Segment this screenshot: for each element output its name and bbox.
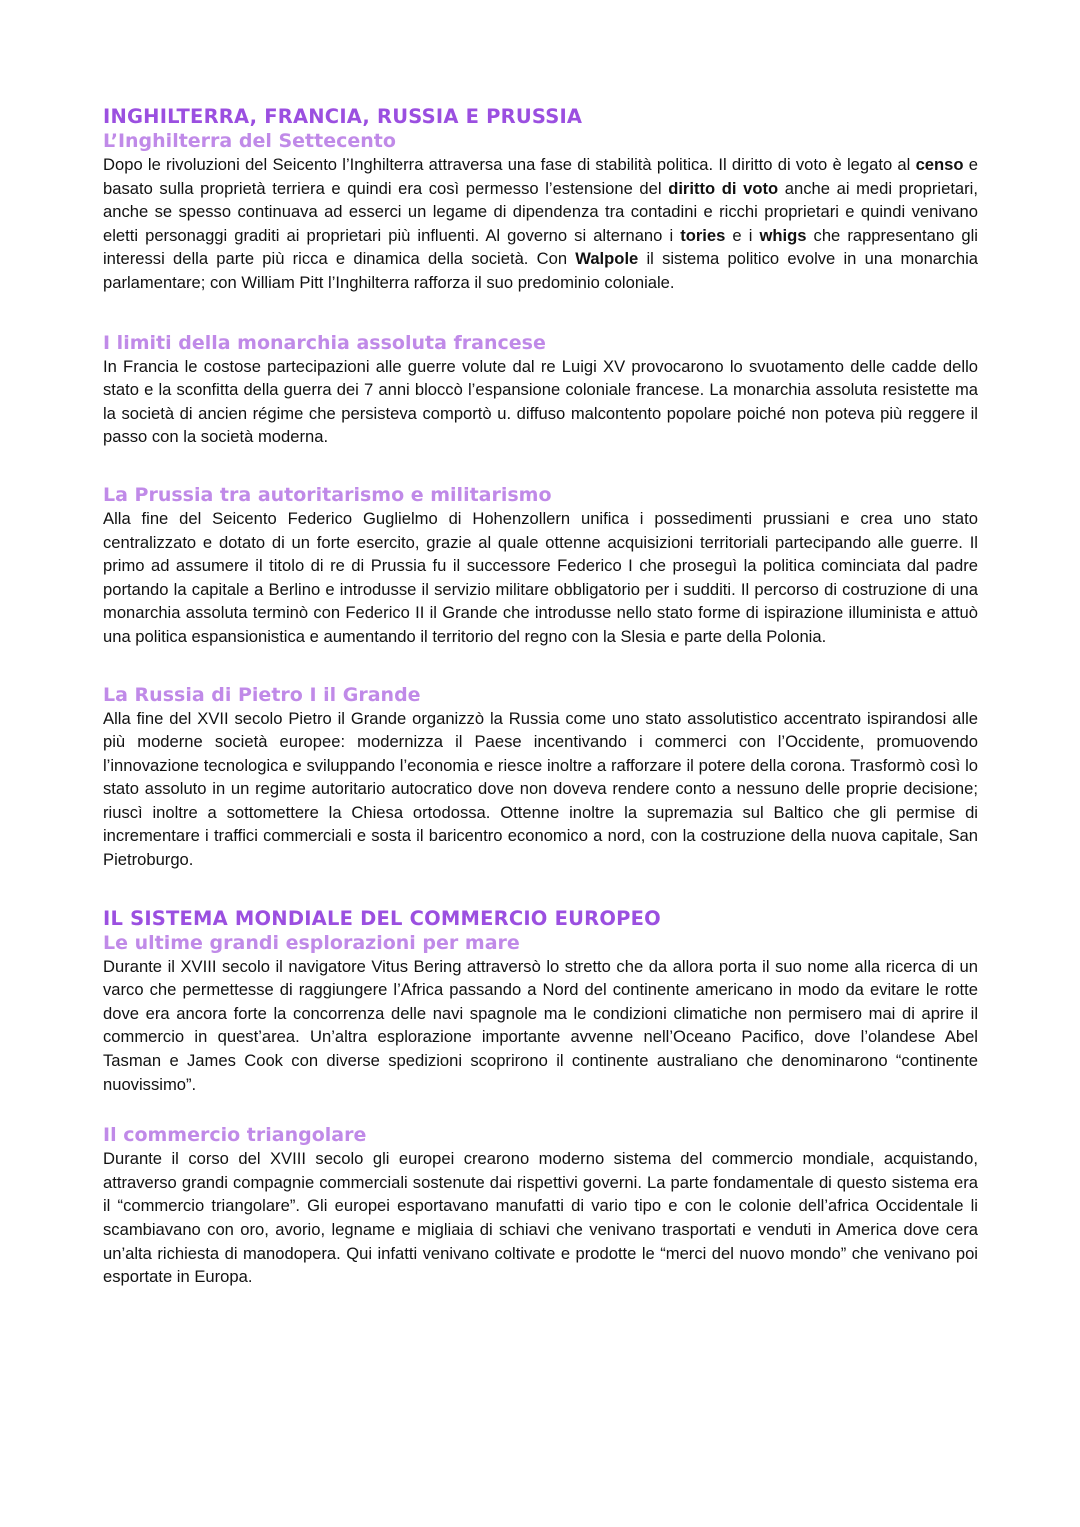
bold-term: Walpole <box>575 249 639 269</box>
subsection-heading: La Prussia tra autoritarismo e militarismo <box>103 483 552 506</box>
paragraph: In Francia le costose partecipazioni alle guerre volute dal re Luigi XV provocarono lo svuotamento delle cadde dello stato e la sconfitta della guerra dei 7 anni bloccò l’espansione coloniale francese. La monarchia assoluta resistette ma la società di ancien régime che persisteva comportò u. diffuso malcontento popolare poiché non poteva più reggere il passo con la società moderna. <box>103 356 978 447</box>
subsection-heading: Il commercio triangolare <box>103 1124 367 1147</box>
section-title: IL SISTEMA MONDIALE DEL COMMERCIO EUROPEO <box>103 906 661 930</box>
paragraph: Alla fine del Seicento Federico Guglielmo di Hohenzollern unifica i possedimenti prussiani e crea uno stato centralizzato e dotato di un forte esercito, grazie al quale ottenne acquisizioni territoriali partecipando alle guerre. Il primo ad assumere il titolo di re di Prussia fu il successore Federico I che proseguì la politica cominciata dal padre portando la capitale a Berlino e introdusse il servizio militare obbligatorio per i sudditi. Il percorso di costruzione di una monarchia assoluta terminò con Federico II il Grande che introdusse nello stato forme di ispirazione illuminista e attuò una politica espansionistica e aumentando il territorio del regno con la Slesia e parte della Polonia. <box>103 508 978 646</box>
paragraph: Durante il XVIII secolo il navigatore Vitus Bering attraversò lo stretto che da allora porta il suo nome alla ricerca di un varco che permettesse di raggiungere l’Africa passando a Nord del continente americano in modo da evitare le rotte dove era ancora forte la concorrenza delle navi spagnole ma le condizioni climatiche non permisero mai di aprire il commercio in quest’area. Un’altra esplorazione importante avvenne nell’Oceano Pacifico, dove l’olandese Abel Tasman e James Cook con diverse spedizioni scoprirono il continente australiano che denominarono “continente nuovissimo”. <box>103 956 978 1094</box>
section-title: INGHILTERRA, FRANCIA, RUSSIA E PRUSSIA <box>103 105 583 128</box>
section-england <box>103 129 978 295</box>
section-prussia <box>103 483 978 649</box>
bold-term: censo <box>915 155 964 174</box>
bold-term: tories <box>680 225 726 245</box>
bold-term: whigs <box>759 225 807 245</box>
paragraph: Alla fine del XVII secolo Pietro il Grande organizzò la Russia come uno stato assolutistico accentrato ispirandosi alle più moderne società europee: modernizza il Paese incentivando i commerci con l’Occidente, promuovendo l’innovazione tecnologica e sviluppando l’economia e riesce inoltre a rafforzare il potere della corona. Trasformò così lo stato assoluto in un regime autoritario autocratico dove non doveva rendere conto a nessuno delle proprie decisione; riuscì inoltre a sottomettere la Chiesa ortodossa. Ottenne inoltre la supremazia sul Baltico che gli permise di incrementare i traffici commerciali e sosta il baricentro economico a nord, con la costruzione della nuova capitale, San Pietroburgo. <box>103 708 978 870</box>
paragraph: Durante il corso del XVIII secolo gli europei crearono moderno sistema del commercio mondiale, acquistando, attraverso grandi compagnie commerciali sostenute dai rispettivi governi. La parte fondamentale di questo sistema era il “commercio triangolare”. Gli europei esportavano manufatti di vario tipo e con le colonie dell’africa Occidentale li scambiavano con oro, avorio, legname e migliaia di schiavi che venivano trasportati e venduti in America dove cera un’alta richiesta di manodopera. Qui infatti venivano coltivate e prodotte le “merci del nuovo mondo” che venivano poi esportate in Europa. <box>103 1149 978 1287</box>
bold-term: diritto di voto <box>668 178 779 198</box>
subsection-heading: I limiti della monarchia assoluta francese <box>103 331 546 354</box>
section-russia <box>103 683 978 872</box>
section-triangular-trade <box>103 1123 978 1289</box>
subsection-heading: La Russia di Pietro I il Grande <box>103 683 421 706</box>
subsection-heading: L’Inghilterra del Settecento <box>103 130 396 152</box>
section-explorations <box>103 931 978 1097</box>
section-france <box>103 331 978 449</box>
paragraph: Dopo le rivoluzioni del Seicento l’Inghilterra attraversa una fase di stabilità politica. Il diritto di voto è legato al censo e basato sulla proprietà terriera e quindi era così permesso l’estensione del diritto di voto anche ai medi proprietari, anche se spesso continuava ad esserci un legame di dipendenza tra contadini e ricchi proprietari e quindi venivano eletti personaggi graditi ai proprietari più influenti. Al governo si alternano i tories e i whigs che rappresentano gli interessi della parte più ricca e dinamica della società. Con Walpole il sistema politico evolve in una monarchia parlamentare; con William Pitt l’Inghilterra rafforza il suo predominio coloniale. <box>103 155 978 292</box>
subsection-heading: Le ultime grandi esplorazioni per mare <box>103 931 520 954</box>
document-content <box>103 104 978 1289</box>
